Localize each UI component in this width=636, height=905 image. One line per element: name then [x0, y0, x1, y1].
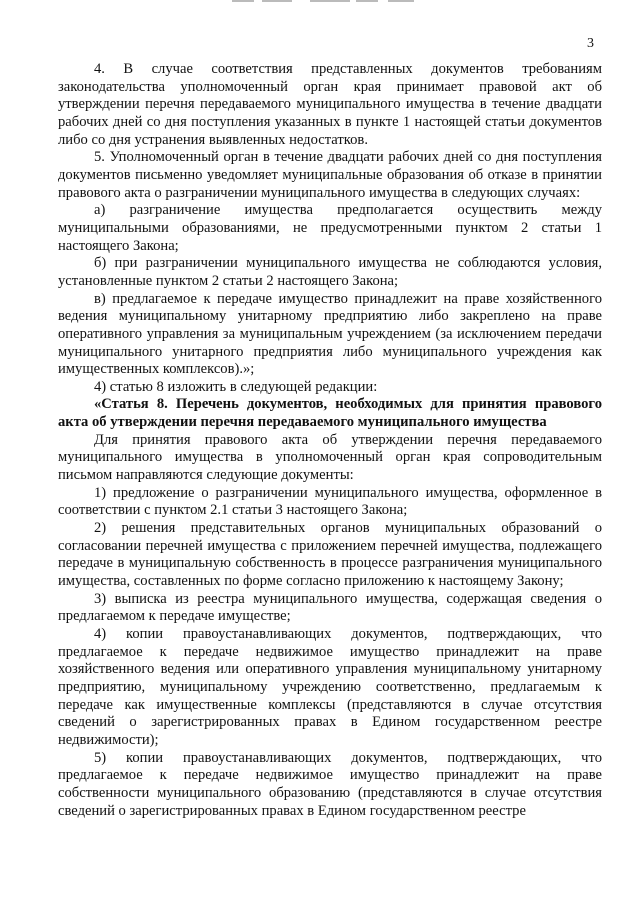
page-number: 3: [587, 36, 594, 51]
document-item-4: 4) копии правоустанавливающих документов, подтверждающих, что предлагаемое к передаче недвижимое имущество принадлежит на праве хозяйственного ведения или оперативного управления муниципальному унитарному предприятию, муниципальному учреждению соответственно, предлагаемым к передаче как имущественные комплексы (представляются в случае отсутствия сведений о зарегистрированных правах в Едином государственном реестре недвижимости);: [58, 626, 602, 748]
subitem-c: в) предлагаемое к передаче имущество принадлежит на праве хозяйственного ведения муниципальному унитарному предприятию либо закреплено на праве оперативного управления за муниципальным учреждением (за исключением передачи муниципального унитарного предприятия либо муниципального учреждения как имущественных комплексов).»;: [58, 290, 602, 378]
subitem-a: а) разграничение имущества предполагается осуществить между муниципальными образованиями, не предусмотренными пунктом 2 статьи 1 настоящего Закона;: [58, 202, 602, 254]
paragraph-item-4: 4. В случае соответствия представленных документов требованиям законодательства уполномоченный орган края принимает правовой акт об утверждении перечня передаваемого муниципального имущества в течение двадцати рабочих дней со дня поступления указанных в пункте 1 настоящей статьи документов либо со дня устранения выявленных недостатков.: [58, 61, 602, 148]
document-body: [58, 61, 602, 820]
article-8-intro: Для принятия правового акта об утверждении перечня передаваемого муниципального имущества в уполномоченный орган края сопроводительным письмом направляются следующие документы:: [58, 431, 602, 484]
document-item-5: 5) копии правоустанавливающих документов, подтверждающих, что предлагаемое к передаче недвижимое имущество принадлежит на праве собственности муниципального образованию (представляются в случае отсутствия сведений о зарегистрированных правах в Едином государственном реестре: [58, 749, 602, 819]
document-item-3: 3) выписка из реестра муниципального имущества, содержащая сведения о предлагаемом к передаче имуществе;: [58, 590, 602, 625]
article-8-title: «Статья 8. Перечень документов, необходимых для принятия правового акта об утверждении перечня передаваемого муниципального имущества: [58, 396, 602, 431]
amendment-article-8: 4) статью 8 изложить в следующей редакции:: [94, 378, 378, 395]
document-item-2: 2) решения представительных органов муниципальных образований о согласовании перечней имущества с приложением перечней имущества, подлежащего передаче в муниципальную собственность в процессе разграничения муниципального имущества, составленных по форме согласно приложению к настоящему Закону;: [58, 520, 602, 590]
scan-edge-marks: [0, 0, 636, 6]
paragraph-item-5: 5. Уполномоченный орган в течение двадцати рабочих дней со дня поступления документов письменно уведомляет муниципальные образования об отказе в принятии правового акта о разграничении муниципального имущества в следующих случаях:: [58, 149, 602, 201]
subitem-b: б) при разграничении муниципального имущества не соблюдаются условия, установленные пунктом 2 статьи 2 настоящего Закона;: [58, 255, 602, 289]
document-item-1: 1) предложение о разграничении муниципального имущества, оформленное в соответствии с пунктом 2.1 статьи 3 настоящего Закона;: [58, 484, 602, 519]
